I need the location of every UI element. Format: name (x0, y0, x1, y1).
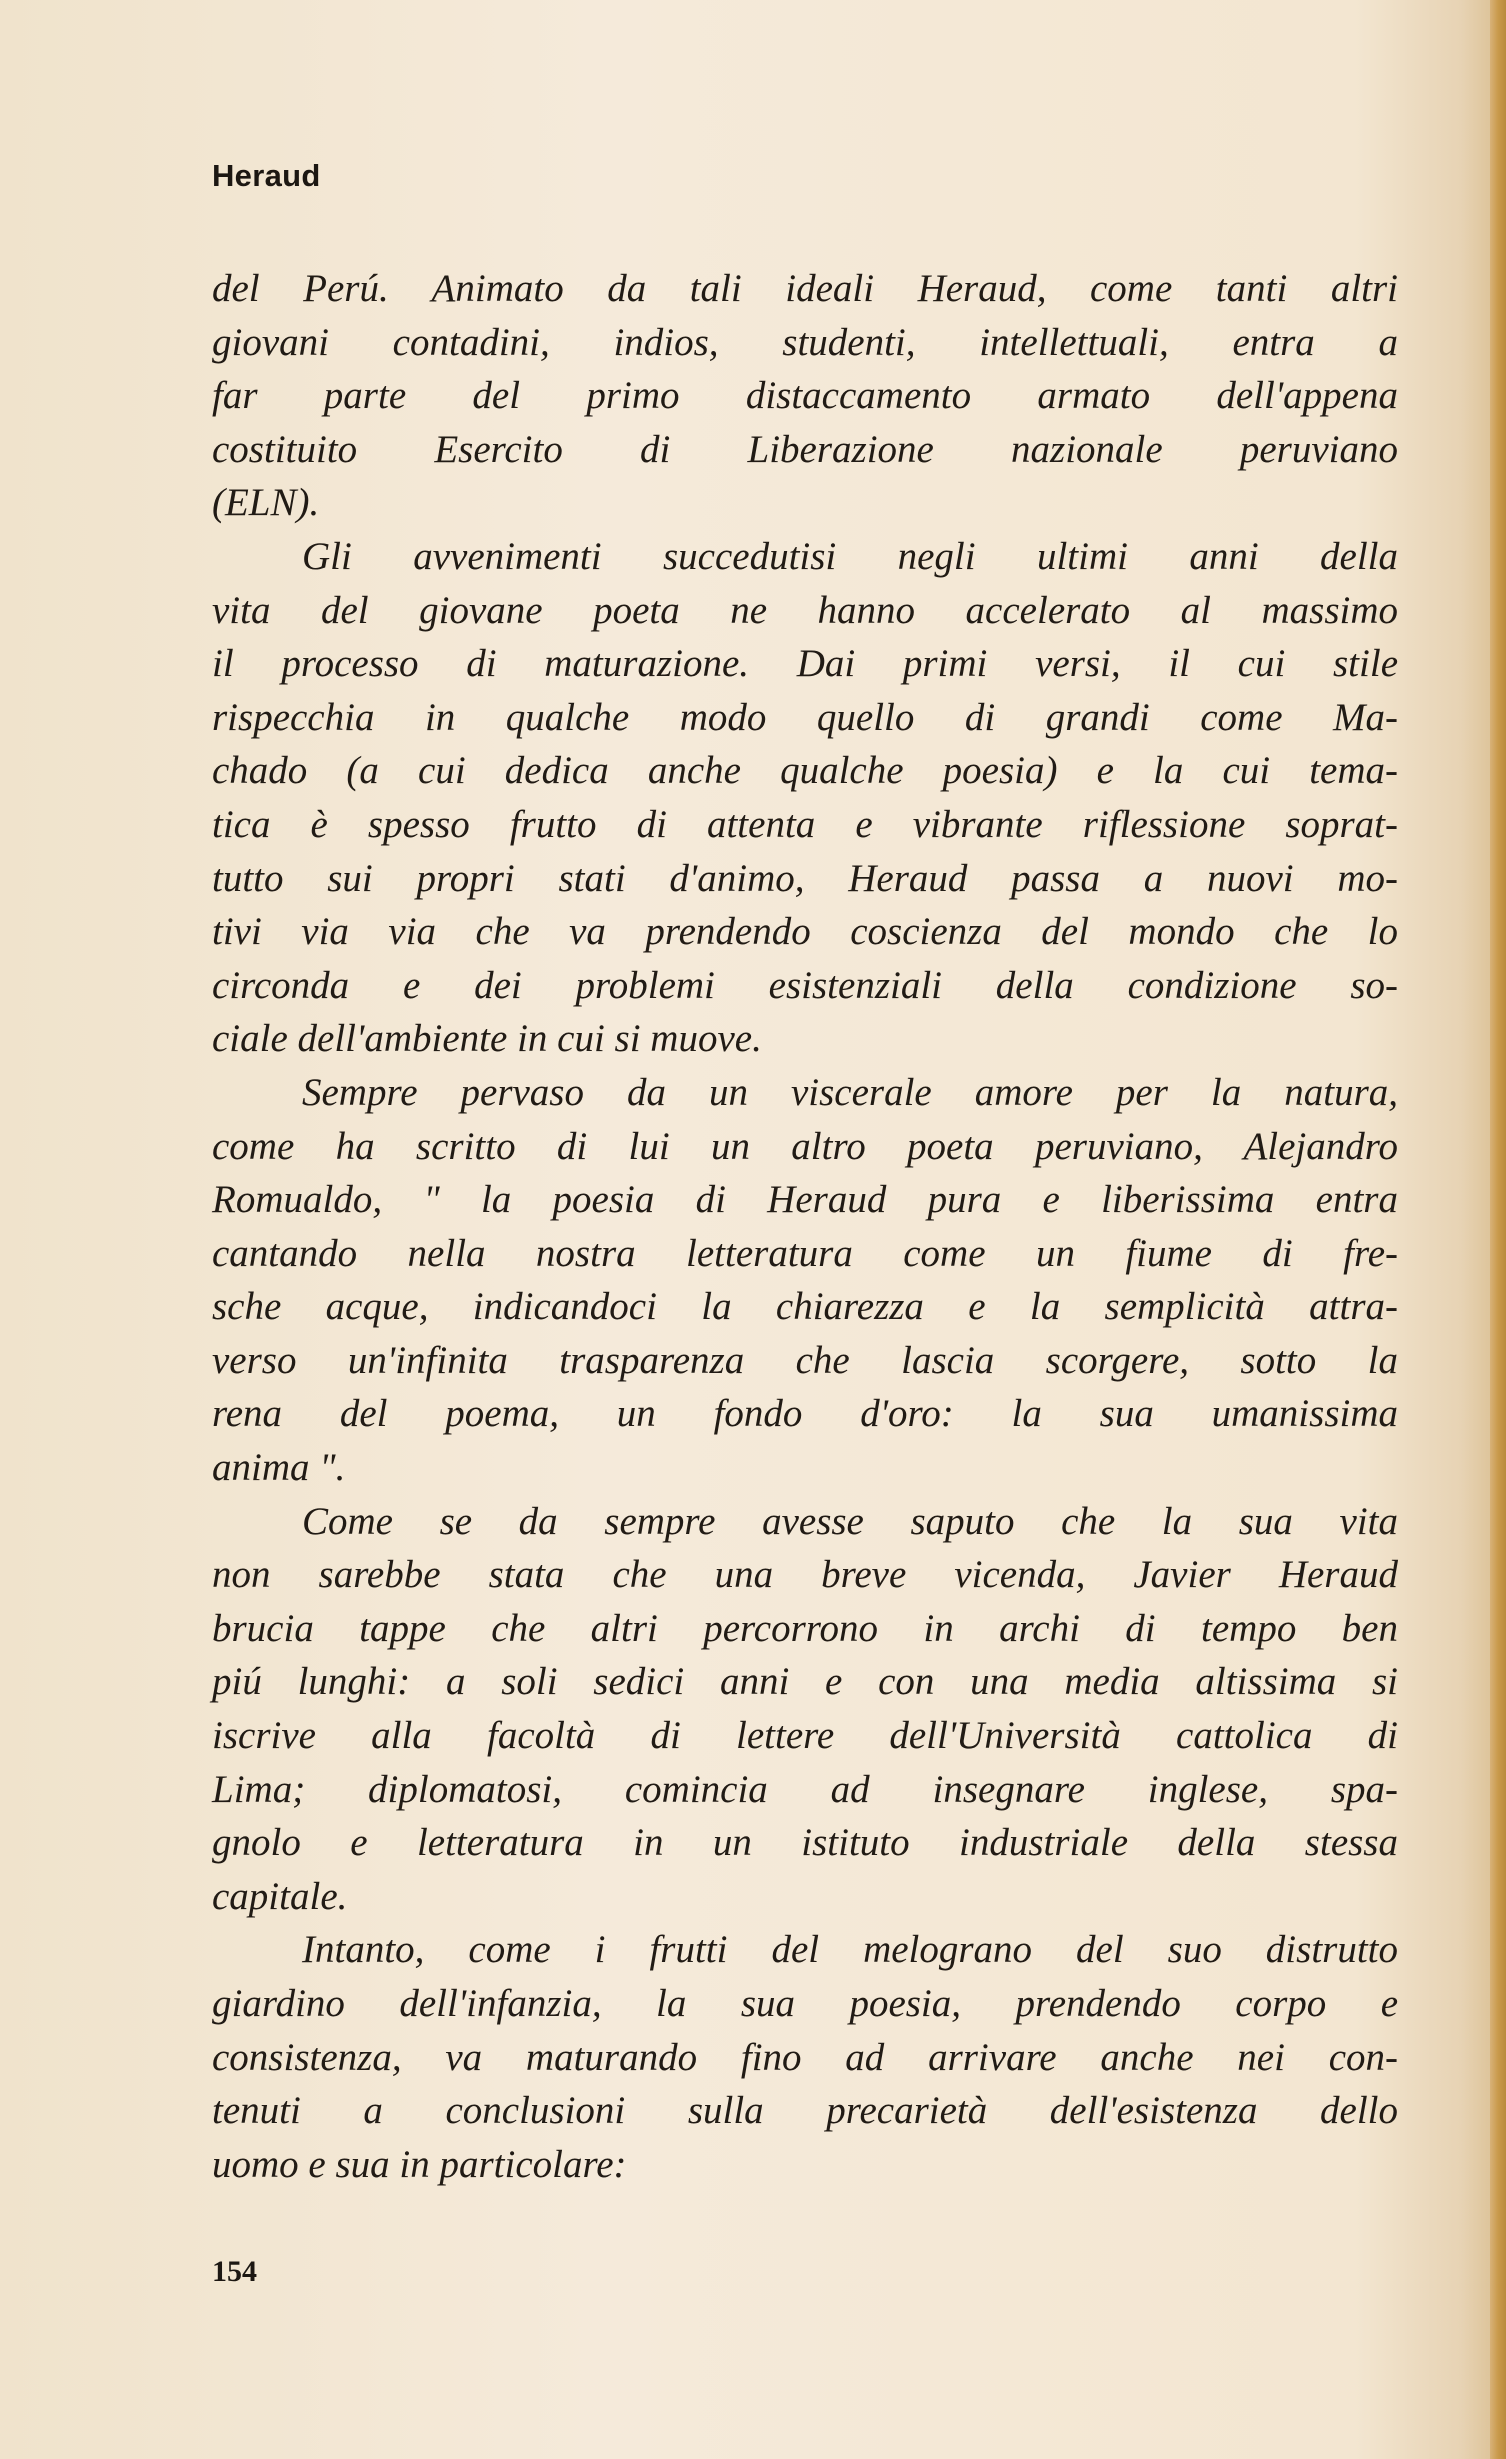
text-line: giardino dell'infanzia, la sua poesia, prendendo corpo e (212, 1982, 1398, 2025)
text-line: uomo e sua in particolare: (212, 2142, 627, 2186)
text-line: come ha scritto di lui un altro poeta peruviano, Alejandro (212, 1124, 1398, 1168)
text-line: vita del giovane poeta ne hanno accelerato al massimo (212, 588, 1398, 632)
text-line: gnolo e letteratura in un istituto industriale della stessa (212, 1821, 1398, 1865)
text-line: rispecchia in qualche modo quello di grandi come Ma- (212, 695, 1398, 739)
body-text (212, 262, 1398, 2191)
page-edge (1490, 0, 1506, 2459)
text-line: far parte del primo distaccamento armato dell'appena (212, 374, 1398, 418)
text-line: non sarebbe stata che una breve vicenda, Javier Heraud (212, 1553, 1398, 1597)
text-line: ciale dell'ambiente in cui si muove. (212, 1017, 762, 1061)
text-line: verso un'infinita trasparenza che lascia scorgere, sotto la (212, 1338, 1398, 1382)
text-line: il processo di maturazione. Dai primi versi, il cui stile (212, 642, 1398, 686)
text-line: brucia tappe che altri percorrono in archi di tempo ben (212, 1606, 1398, 1650)
text-line: tica è spesso frutto di attenta e vibrante riflessione soprat- (212, 802, 1398, 846)
text-line: anima ". (212, 1446, 346, 1490)
text-line: sche acque, indicandoci la chiarezza e la semplicità attra- (212, 1285, 1398, 1329)
text-line: Gli avvenimenti succedutisi negli ultimi anni della (302, 534, 1398, 578)
page-number: 154 (212, 2255, 257, 2288)
text-line: Intanto, come i frutti del melograno del suo distrutto (302, 1928, 1398, 1972)
text-line: circonda e dei problemi esistenziali della condizione so- (212, 963, 1398, 1007)
text-line: Lima; diplomatosi, comincia ad insegnare inglese, spa- (212, 1767, 1398, 1811)
text-line: Come se da sempre avesse saputo che la sua vita (302, 1499, 1398, 1543)
text-line: capitale. (212, 1874, 348, 1918)
text-line: Romualdo, " la poesia di Heraud pura e liberissima entra (212, 1178, 1398, 1222)
text-line: costituito Esercito di Liberazione nazionale peruviano (212, 427, 1398, 471)
text-line: Sempre pervaso da un viscerale amore per la natura, (302, 1070, 1398, 1114)
text-line: tivi via via che va prendendo coscienza del mondo che lo (212, 910, 1398, 954)
text-line: chado (a cui dedica anche qualche poesia) e la cui tema- (212, 749, 1398, 793)
text-line: (ELN). (212, 481, 320, 525)
text-line: consistenza, va maturando fino ad arrivare anche nei con- (212, 2035, 1398, 2079)
text-line: giovani contadini, indios, studenti, intellettuali, entra a (212, 320, 1398, 364)
text-line: cantando nella nostra letteratura come un fiume di fre- (212, 1231, 1398, 1275)
text-line: del Perú. Animato da tali ideali Heraud, come tanti altri (212, 267, 1398, 310)
text-line: piú lunghi: a soli sedici anni e con una media altissima si (212, 1660, 1398, 1704)
text-line: tutto sui propri stati d'animo, Heraud passa a nuovi mo- (212, 856, 1398, 900)
running-head: Heraud (212, 158, 321, 193)
text-line: tenuti a conclusioni sulla precarietà dell'esistenza dello (212, 2089, 1398, 2133)
text-line: iscrive alla facoltà di lettere dell'Università cattolica di (212, 1714, 1398, 1758)
text-line: rena del poema, un fondo d'oro: la sua umanissima (212, 1392, 1398, 1436)
